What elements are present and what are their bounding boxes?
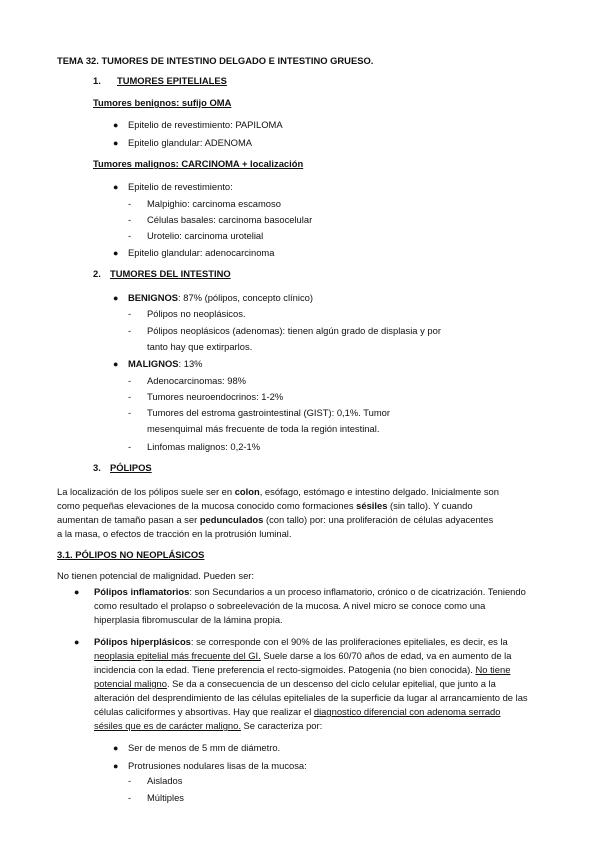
text-run-underline: sésiles que es de carácter maligno.: [94, 720, 241, 731]
text-run: Suele darse a los 60/70 años de edad, va en aumento de la: [260, 650, 512, 661]
malignos-label: MALIGNOS: [128, 358, 179, 369]
malign-item: Epitelio de revestimiento:: [128, 181, 233, 192]
bullet-icon: ●: [113, 743, 119, 753]
paragraph-line: alteración del desprendimiento de las células epiteliales de la superficie da lugar al arrancamiento de las: [94, 692, 528, 703]
text-run-underline: diagnostico diferencial con adenoma serrado: [313, 706, 501, 717]
bullet-icon: ●: [113, 182, 119, 192]
dash-icon: -: [128, 441, 132, 452]
characteristic-item: Protrusiones nodulares lisas de la mucosa:: [128, 760, 307, 771]
dash-icon: -: [128, 792, 132, 803]
dash-icon: -: [128, 230, 132, 241]
characteristic-item: Ser de menos de 5 mm de diámetro.: [128, 742, 281, 753]
benignos-subitem: Pólipos neoplásicos (adenomas): tienen algún grado de displasia y por: [147, 325, 441, 336]
paragraph-line: como resultado el prolapso o sobreelevación de la mucosa. A nivel micro se conoce como una: [94, 600, 486, 611]
text-run: (con tallo) por: una proliferación de células adyacentes: [263, 514, 494, 525]
paragraph-line: [94, 586, 526, 598]
paragraph-line: [94, 720, 322, 732]
bullet-icon: ●: [113, 120, 119, 130]
text-run: . Se da a consecuencia de un descenso del ciclo celular epitelial, que junto a la: [166, 678, 496, 689]
malignos-subitem: Adenocarcinomas: 98%: [147, 375, 247, 386]
benign-item: Epitelio glandular: ADENOMA: [128, 137, 253, 148]
text-run: : se corresponde con el 90% de las proliferaciones epiteliales, es decir, es la: [190, 636, 508, 647]
malignos-subitem: Tumores neuroendocrinos: 1-2%: [147, 391, 284, 402]
paragraph-line: [94, 678, 496, 690]
text-run: incidencia con la edad. Tiene preferencia el recto-sigmoides. Patogenia (no bien conocida).: [94, 664, 476, 675]
paragraph-line: [94, 664, 510, 676]
bullet-icon: ●: [113, 761, 119, 771]
text-run-bold: colon: [234, 486, 260, 497]
text-run-bold: Pólipos hiperplásicos: [94, 636, 191, 647]
characteristic-subitem: Aislados: [147, 775, 183, 786]
intro-line: No tienen potencial de malignidad. Pueden ser:: [57, 570, 255, 581]
text-run-underline: potencial maligno: [94, 678, 167, 689]
dash-icon: -: [128, 198, 132, 209]
benign-item: Epitelio de revestimiento: PAPILOMA: [128, 119, 283, 130]
paragraph-line: [94, 706, 500, 718]
section-1-heading: TUMORES EPITELIALES: [117, 75, 227, 86]
bullet-icon: ●: [113, 293, 119, 303]
dash-icon: -: [128, 375, 132, 386]
section-1-number: 1.: [93, 75, 101, 86]
benignos-label: BENIGNOS: [128, 292, 179, 303]
text-run: células caliciformes y absortivas. Hay que realizar el: [94, 706, 314, 717]
text-run-underline: No tiene: [475, 664, 511, 675]
bullet-icon: ●: [113, 138, 119, 148]
bullet-icon: ●: [74, 587, 80, 597]
text-run: La localización de los pólipos suele ser en: [57, 486, 235, 497]
malign-heading: Tumores malignos: CARCINOMA + localización: [93, 158, 304, 169]
bullet-icon: ●: [74, 637, 80, 647]
text-run-bold: Pólipos inflamatorios: [94, 586, 190, 597]
benignos-line: [128, 292, 313, 304]
paragraph-line: [57, 500, 473, 512]
paragraph-line: a la masa, o efectos de tracción en la protrusión luminal.: [57, 528, 292, 539]
text-run: (sin tallo). Y cuando: [387, 500, 473, 511]
dash-icon: -: [128, 775, 132, 786]
dash-icon: -: [128, 308, 132, 319]
dash-icon: -: [128, 407, 132, 418]
paragraph-line: hiperplasia fibromuscular de la lámina propia.: [94, 614, 283, 625]
dash-icon: -: [128, 325, 132, 336]
text-run: como pequeñas elevaciones de la mucosa conocido como formaciones: [57, 500, 357, 511]
malignos-text: : 13%: [178, 358, 203, 369]
paragraph-line: [57, 514, 493, 526]
bullet-icon: ●: [113, 248, 119, 258]
malign-subitem: Malpighio: carcinoma escamoso: [147, 198, 281, 209]
benignos-text: : 87% (pólipos, concepto clínico): [178, 292, 313, 303]
text-run-underline: neoplasia epitelial más frecuente del GI.: [94, 650, 261, 661]
text-run-bold: sésiles: [356, 500, 388, 511]
paragraph-line: [94, 636, 508, 648]
benignos-subitem-cont: tanto hay que extirparlos.: [147, 341, 253, 352]
malignos-subitem: Linfomas malignos: 0,2-1%: [147, 441, 261, 452]
benignos-subitem: Pólipos no neoplásicos.: [147, 308, 246, 319]
malign-subitem: Urotelio: carcinoma urotelial: [147, 230, 264, 241]
text-run: aumentan de tamaño pasan a ser: [57, 514, 200, 525]
benign-heading: Tumores benignos: sufijo OMA: [93, 97, 232, 108]
text-run: Se caracteriza por:: [240, 720, 323, 731]
dash-icon: -: [128, 391, 132, 402]
malign-item: Epitelio glandular: adenocarcinoma: [128, 247, 275, 258]
bullet-icon: ●: [113, 359, 119, 369]
malignos-subitem-cont: mesenquimal más frecuente de toda la región intestinal.: [147, 423, 380, 434]
paragraph-line: [94, 650, 511, 662]
paragraph-line: [57, 486, 499, 498]
text-run-bold: pedunculados: [199, 514, 264, 525]
malign-subitem: Células basales: carcinoma basocelular: [147, 214, 313, 225]
dash-icon: -: [128, 214, 132, 225]
section-3-1-heading: 3.1. PÓLIPOS NO NEOPLÁSICOS: [57, 549, 205, 560]
document-title: TEMA 32. TUMORES DE INTESTINO DELGADO E INTESTINO GRUESO.: [57, 55, 374, 66]
characteristic-subitem: Múltiples: [147, 792, 184, 803]
text-run: : son Secundarios a un proceso inflamatorio, crónico o de cicatrización. Teniendo: [189, 586, 526, 597]
section-3-heading: PÓLIPOS: [110, 462, 152, 473]
section-2-heading: TUMORES DEL INTESTINO: [110, 268, 231, 279]
section-3-number: 3.: [93, 462, 101, 473]
text-run: , esófago, estómago e intestino delgado. Inicialmente son: [259, 486, 499, 497]
malignos-line: [128, 358, 203, 370]
malignos-subitem: Tumores del estroma gastrointestinal (GIST): 0,1%. Tumor: [147, 407, 390, 418]
section-2-number: 2.: [93, 268, 101, 279]
